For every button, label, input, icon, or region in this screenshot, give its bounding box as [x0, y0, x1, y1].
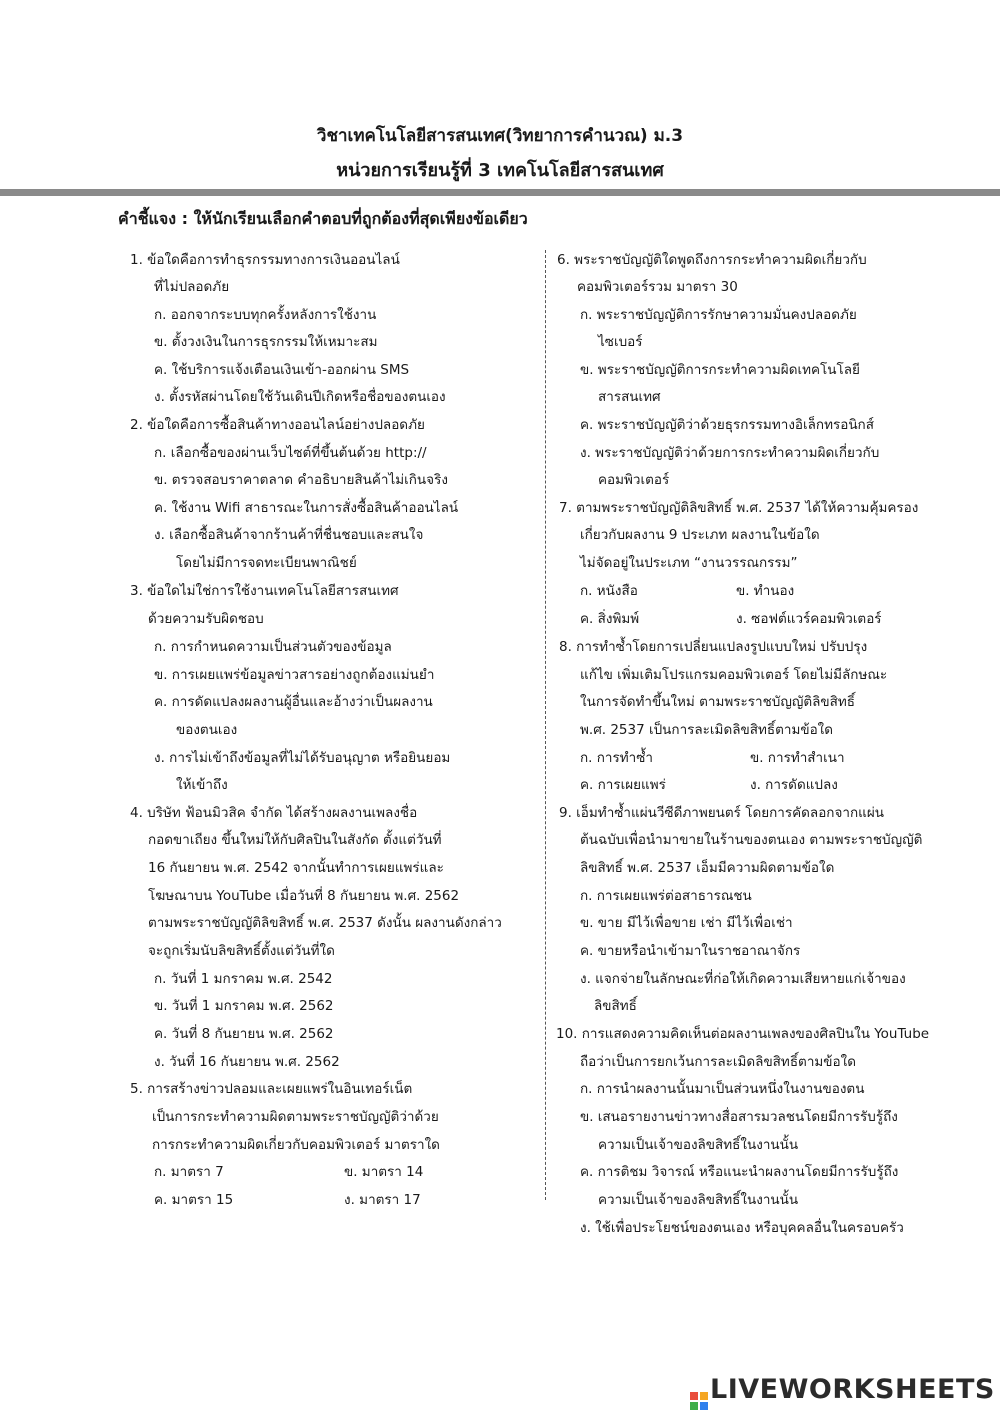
option[interactable]: ข. วันที่ 1 มกราคม พ.ศ. 2562 [154, 998, 334, 1014]
question-7-cont: เกี่ยวกับผลงาน 9 ประเภท ผลงานในข้อใด [580, 527, 820, 543]
option[interactable]: ค. พระราชบัญญัติว่าด้วยธุรกรรมทางอิเล็กทรอนิกส์ [580, 417, 874, 433]
question-4-cont: จะถูกเริ่มนับลิขสิทธิ์ตั้งแต่วันที่ใด [148, 943, 335, 959]
header-divider [0, 189, 1000, 196]
question-5-cont: การกระทำความผิดเกี่ยวกับคอมพิวเตอร์ มาตราใด [152, 1137, 440, 1153]
question-3-cont: ด้วยความรับผิดชอบ [148, 611, 264, 627]
option[interactable]: ค. การติชม วิจารณ์ หรือแนะนำผลงานโดยมีการรับรู้ถึง [580, 1164, 899, 1180]
option-cont: ความเป็นเจ้าของลิขสิทธิ์ในงานนั้น [598, 1137, 799, 1153]
worksheet-title: วิชาเทคโนโลยีสารสนเทศ(วิทยาการคำนวณ) ม.3 [316, 126, 684, 146]
logo-tiles-icon [690, 1392, 708, 1410]
option[interactable]: ง. ตั้งรหัสผ่านโดยใช้วันเดินปีเกิดหรือชื่อของตนเอง [154, 389, 446, 405]
question-9-cont: ลิขสิทธิ์ พ.ศ. 2537 เอ็มมีความผิดตามข้อใด [580, 860, 835, 876]
question-4-cont: กอดขาเถียง ขึ้นใหม่ให้กับศิลปินในสังกัด ตั้งแต่วันที่ [148, 832, 442, 848]
question-5: 5. การสร้างข่าวปลอมและเผยแพร่ในอินเทอร์เน็ต [130, 1081, 413, 1097]
worksheet-subtitle: หน่วยการเรียนรู้ที่ 3 เทคโนโลยีสารสนเทศ [336, 160, 664, 181]
logo-tile [700, 1402, 708, 1410]
question-7: 7. ตามพระราชบัญญัติลิขสิทธิ์ พ.ศ. 2537 ได้ให้ความคุ้มครอง [559, 500, 919, 516]
option[interactable]: ข. ขาย มีไว้เพื่อขาย เช่า มีไว้เพื่อเช่า [580, 915, 793, 931]
option[interactable]: ค. มาตรา 15 [154, 1192, 234, 1208]
option[interactable]: ข. การทำสำเนา [750, 750, 845, 766]
question-9: 9. เอ็มทำซ้ำแผ่นวีซีดีภาพยนตร์ โดยการคัดลอกจากแผ่น [559, 805, 884, 821]
option[interactable]: ง. เลือกซื้อสินค้าจากร้านค้าที่ชื่นชอบและสนใจ [154, 527, 424, 543]
option[interactable]: ข. ทำนอง [736, 583, 795, 599]
question-4-cont: 16 กันยายน พ.ศ. 2542 จากนั้นทำการเผยแพร่และ [148, 860, 444, 876]
option-cont: โดยไม่มีการจดทะเบียนพาณิชย์ [176, 555, 357, 571]
logo-tile [690, 1392, 698, 1400]
question-5-cont: เป็นการกระทำความผิดตามพระราชบัญญัติว่าด้วย [152, 1109, 439, 1125]
question-4-cont: ตามพระราชบัญญัติลิขสิทธิ์ พ.ศ. 2537 ดังนั้น ผลงานดังกล่าว [148, 915, 502, 931]
question-6: 6. พระราชบัญญัติใดพูดถึงการกระทำความผิดเกี่ยวกับ [557, 252, 867, 268]
option[interactable]: ก. มาตรา 7 [154, 1164, 224, 1180]
question-9-cont: ต้นฉบับเพื่อนำมาขายในร้านของตนเอง ตามพระราชบัญญัติ [580, 832, 923, 848]
option[interactable]: ข. ตั้งวงเงินในการธุรกรรมให้เหมาะสม [154, 334, 378, 350]
option[interactable]: ง. ซอฟต์แวร์คอมพิวเตอร์ [736, 611, 882, 627]
option[interactable]: ง. พระราชบัญญัติว่าด้วยการกระทำความผิดเกี่ยวกับ [580, 445, 880, 461]
question-1: 1. ข้อใดคือการทำธุรกรรมทางการเงินออนไลน์ [130, 252, 400, 268]
option[interactable]: ค. การดัดแปลงผลงานผู้อื่นและอ้างว่าเป็นผลงาน [154, 694, 433, 710]
option[interactable]: ง. วันที่ 16 กันยายน พ.ศ. 2562 [154, 1054, 340, 1070]
option[interactable]: ง. มาตรา 17 [344, 1192, 421, 1208]
option[interactable]: ก. ออกจากระบบทุกครั้งหลังการใช้งาน [154, 307, 377, 323]
option[interactable]: ก. การกำหนดความเป็นส่วนตัวของข้อมูล [154, 639, 392, 655]
option[interactable]: ง. การดัดแปลง [750, 777, 838, 793]
option[interactable]: ค. ใช้งาน Wifi สาธารณะในการสั่งซื้อสินค้าออนไลน์ [154, 500, 459, 516]
question-8: 8. การทำซ้ำโดยการเปลี่ยนแปลงรูปแบบใหม่ ปรับปรุง [559, 639, 868, 655]
option[interactable]: ข. ตรวจสอบราคาตลาด คำอธิบายสินค้าไม่เกินจริง [154, 472, 448, 488]
logo-tile [690, 1402, 698, 1410]
question-7-cont: ไม่จัดอยู่ในประเภท “งานวรรณกรรม” [580, 555, 798, 571]
question-4: 4. บริษัท ฟ้อนมิวสิค จำกัด ได้สร้างผลงานเพลงชื่อ [130, 805, 418, 821]
option[interactable]: ค. วันที่ 8 กันยายน พ.ศ. 2562 [154, 1026, 334, 1042]
option-cont: ให้เข้าถึง [176, 777, 228, 793]
question-10: 10. การแสดงความคิดเห็นต่อผลงานเพลงของศิลปินใน YouTube [556, 1026, 930, 1042]
liveworksheets-logo [690, 1374, 995, 1410]
option[interactable]: ค. การเผยแพร่ [580, 777, 666, 793]
option[interactable]: ก. หนังสือ [580, 583, 638, 599]
question-8-cont: พ.ศ. 2537 เป็นการละเมิดลิขสิทธิ์ตามข้อใด [580, 722, 834, 738]
option[interactable]: ข. พระราชบัญญัติการกระทำความผิดเทคโนโลยี [580, 362, 860, 378]
logo-text: LIVEWORKSHEETS [710, 1374, 995, 1405]
option[interactable]: ข. มาตรา 14 [344, 1164, 424, 1180]
option[interactable]: ก. การนำผลงานนั้นมาเป็นส่วนหนึ่งในงานของตน [580, 1081, 865, 1097]
option[interactable]: ก. เลือกซื้อของผ่านเว็บไซต์ที่ขึ้นต้นด้วย http:// [154, 445, 427, 461]
question-8-cont: ในการจัดทำขึ้นใหม่ ตามพระราชบัญญัติลิขสิทธิ์ [580, 694, 855, 710]
option[interactable]: ค. ใช้บริการแจ้งเตือนเงินเข้า-ออกผ่าน SMS [154, 362, 410, 378]
option[interactable]: ค. สิ่งพิมพ์ [580, 611, 640, 627]
question-8-cont: แก้ไข เพิ่มเติมโปรแกรมคอมพิวเตอร์ โดยไม่มีลักษณะ [580, 667, 888, 683]
question-10-cont: ถือว่าเป็นการยกเว้นการละเมิดลิขสิทธิ์ตามข้อใด [580, 1054, 856, 1070]
option[interactable]: ก. การทำซ้ำ [580, 750, 653, 766]
option[interactable]: ก. พระราชบัญญัติการรักษาความมั่นคงปลอดภัย [580, 307, 857, 323]
option-cont: ความเป็นเจ้าของลิขสิทธิ์ในงานนั้น [598, 1192, 799, 1208]
question-6-cont: คอมพิวเตอร์รวม มาตรา 30 [577, 279, 738, 295]
option[interactable]: ง. การไม่เข้าถึงข้อมูลที่ไม่ได้รับอนุญาต หรือยินยอม [154, 750, 451, 766]
option[interactable]: ง. แจกจ่ายในลักษณะที่ก่อให้เกิดความเสียหายแก่เจ้าของ [580, 971, 906, 987]
option[interactable]: ก. การเผยแพร่ต่อสาธารณชน [580, 888, 752, 904]
option[interactable]: ก. วันที่ 1 มกราคม พ.ศ. 2542 [154, 971, 333, 987]
option[interactable]: ค. ขายหรือนำเข้ามาในราชอาณาจักร [580, 943, 801, 959]
column-divider [545, 250, 546, 1200]
option-cont: ไซเบอร์ [598, 334, 643, 350]
question-4-cont: โฆษณาบน YouTube เมื่อวันที่ 8 กันยายน พ.ศ. 2562 [148, 888, 460, 904]
question-3: 3. ข้อใดไม่ใช่การใช้งานเทคโนโลยีสารสนเทศ [130, 583, 399, 599]
option-cont: คอมพิวเตอร์ [598, 472, 670, 488]
question-1-cont: ที่ไม่ปลอดภัย [154, 279, 230, 295]
option[interactable]: ข. การเผยแพร่ข้อมูลข่าวสารอย่างถูกต้องแม่นยำ [154, 667, 435, 683]
instruction: คำชี้แจง : ให้นักเรียนเลือกคำตอบที่ถูกต้องที่สุดเพียงข้อเดียว [118, 209, 528, 228]
option-cont: สารสนเทศ [598, 389, 661, 405]
option[interactable]: ง. ใช้เพื่อประโยชน์ของตนเอง หรือบุคคลอื่นในครอบครัว [580, 1220, 904, 1236]
option[interactable]: ข. เสนอรายงานข่าวทางสื่อสารมวลชนโดยมีการรับรู้ถึง [580, 1109, 898, 1125]
option-cont: ของตนเอง [176, 722, 238, 738]
option-cont: ลิขสิทธิ์ [594, 998, 637, 1014]
question-2: 2. ข้อใดคือการซื้อสินค้าทางออนไลน์อย่างปลอดภัย [130, 417, 425, 433]
logo-tile [700, 1392, 708, 1400]
